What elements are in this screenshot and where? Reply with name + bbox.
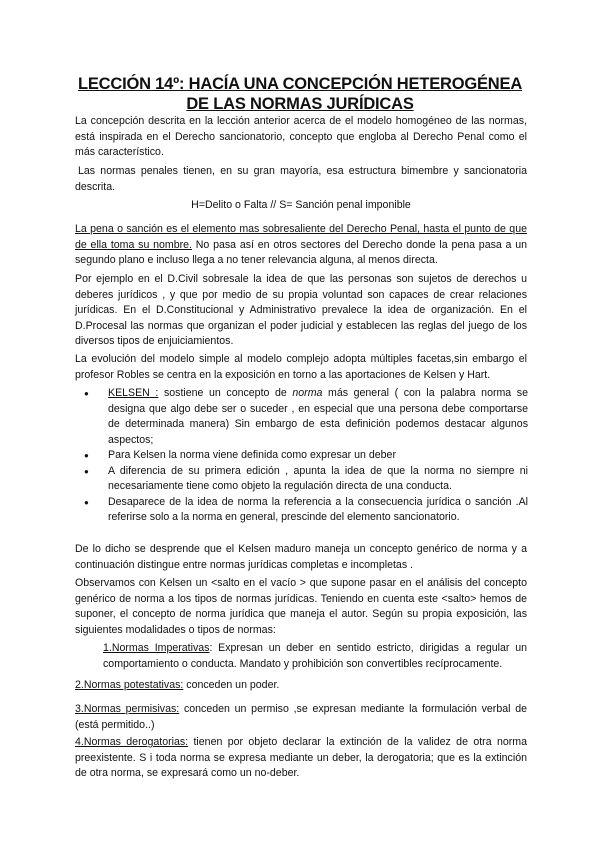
title-line-1: LECCIÓN 14º: HACÍA UNA CONCEPCIÓN HETEROGÉNEA: [77, 75, 523, 93]
norma-emphasis: norma: [292, 387, 323, 399]
norm-type-label: 3.Normas permisivas:: [75, 703, 180, 715]
kelsen-label-sep: :: [149, 387, 159, 399]
norm-type-potestativas: [75, 678, 527, 694]
norm-type-label: 2.Normas potestativas:: [75, 679, 184, 691]
bullet-1-text-b: más general ( con la palabra norma se designa que algo debe ser o suceder , en especial que una persona debe comportarse de determinada manera) Sin embargo de esta definición podemos destacar algunos aspectos;: [108, 387, 528, 446]
norm-type-text: conceden un permiso ,se expresan mediante la formulación verbal de (está permitido..): [75, 703, 527, 731]
norm-type-text: conceden un poder.: [183, 679, 280, 691]
bullet-1-text-a: sostiene un concepto de: [158, 387, 293, 399]
title-line-2: DE LAS NORMAS JURÍDICAS: [186, 95, 414, 113]
paragraph-pena-rest: No pasa así en otros sectores del Derecho donde la pena pasa a un segundo plano e incluso llega a no tener relevancia alguna, al menos directa.: [75, 238, 528, 266]
list-item: [78, 386, 528, 448]
norm-type-imperativas: [75, 641, 527, 672]
paragraph-penal-structure: Las normas penales tienen, en su gran mayoría, esa estructura bimembre y sancionatoria descrita.: [75, 165, 527, 193]
paragraph-evolution: La evolución del modelo simple al modelo complejo adopta múltiples facetas,sin embargo el profesor Robles se centra en la exposición en torno a las aportaciones de Kelsen y Hart.: [75, 353, 527, 381]
norm-type-text: : Expresan un deber en sentido estricto, dirigidas a regular un comportamiento o conducta. Mandato y prohibición son convertibles recíprocamente.: [103, 642, 527, 670]
kelsen-bullet-list: [78, 386, 528, 526]
paragraph-intro: La concepción descrita en la lección anterior acerca de el modelo homogéneo de las normas, está inspirada en el Derecho sancionatorio, concepto que engloba al Derecho Penal como el más característico.: [75, 115, 527, 158]
norm-type-permisivas: [75, 702, 527, 733]
kelsen-label: KELSEN: [108, 387, 150, 399]
list-item: ● A diferencia de su primera edición , apunta la idea de que la norma no siempre ni necesariamente tiene como objeto la regulación directa de una conducta.: [78, 464, 528, 495]
paragraph-examples: Por ejemplo en el D.Civil sobresale la idea de que las personas son sujetos de derechos u deberes jurídicos , y que por medio de su propia voluntad son capaces de crear relaciones jurídicas. En el D.Constitucional y Administrativo prevalece la idea de organización. En el D.Procesal las normas que organizan el poder judicial y establecen las reglas del juego de los diversos tipos de enjuiciamientos.: [75, 273, 527, 347]
list-item: ● Desaparece de la idea de norma la referencia a la consecuencia jurídica o sanción .Al referirse solo a la norma en general, prescinde del elemento sancionatorio.: [78, 495, 528, 526]
list-item: ● Para Kelsen la norma viene definida como expresar un deber: [78, 448, 528, 464]
page-title: [60, 74, 540, 114]
norm-type-derogatorias: [75, 735, 527, 782]
norm-type-label: 4.Normas derogatorias:: [75, 736, 189, 748]
underlined-statement: La pena o sanción es el elemento mas sobresaliente del Derecho Penal, hasta el punto de que de ella toma su nombre.: [75, 223, 527, 251]
paragraph-kelsen-maduro: De lo dicho se desprende que el Kelsen maduro maneja un concepto genérico de norma y a continuación distingue entre normas jurídicas completas e incompletas .: [75, 543, 527, 571]
norm-type-text: tienen por objeto declarar la extinción de la validez de otra norma preexistente. S i toda norma se expresa mediante un deber, la derogatoria; que es la extinción de otra norma, se expresará como un no-deber.: [75, 736, 527, 779]
norm-type-label: 1.Normas Imperativas: [103, 642, 210, 654]
paragraph-pena: [75, 222, 527, 269]
paragraph-salto: Observamos con Kelsen un <salto en el vacío > que supone pasar en el análisis del concepto genérico de norma a los tipos de normas jurídicas. Teniendo en cuenta este <salto> hemos de suponer, el concepto de norma jurídica que maneja el autor. Según su propia exposición, las siguientes modalidades o tipos de normas:: [75, 577, 527, 636]
formula-line: H=Delito o Falta // S= Sanción penal imponible: [191, 199, 411, 211]
